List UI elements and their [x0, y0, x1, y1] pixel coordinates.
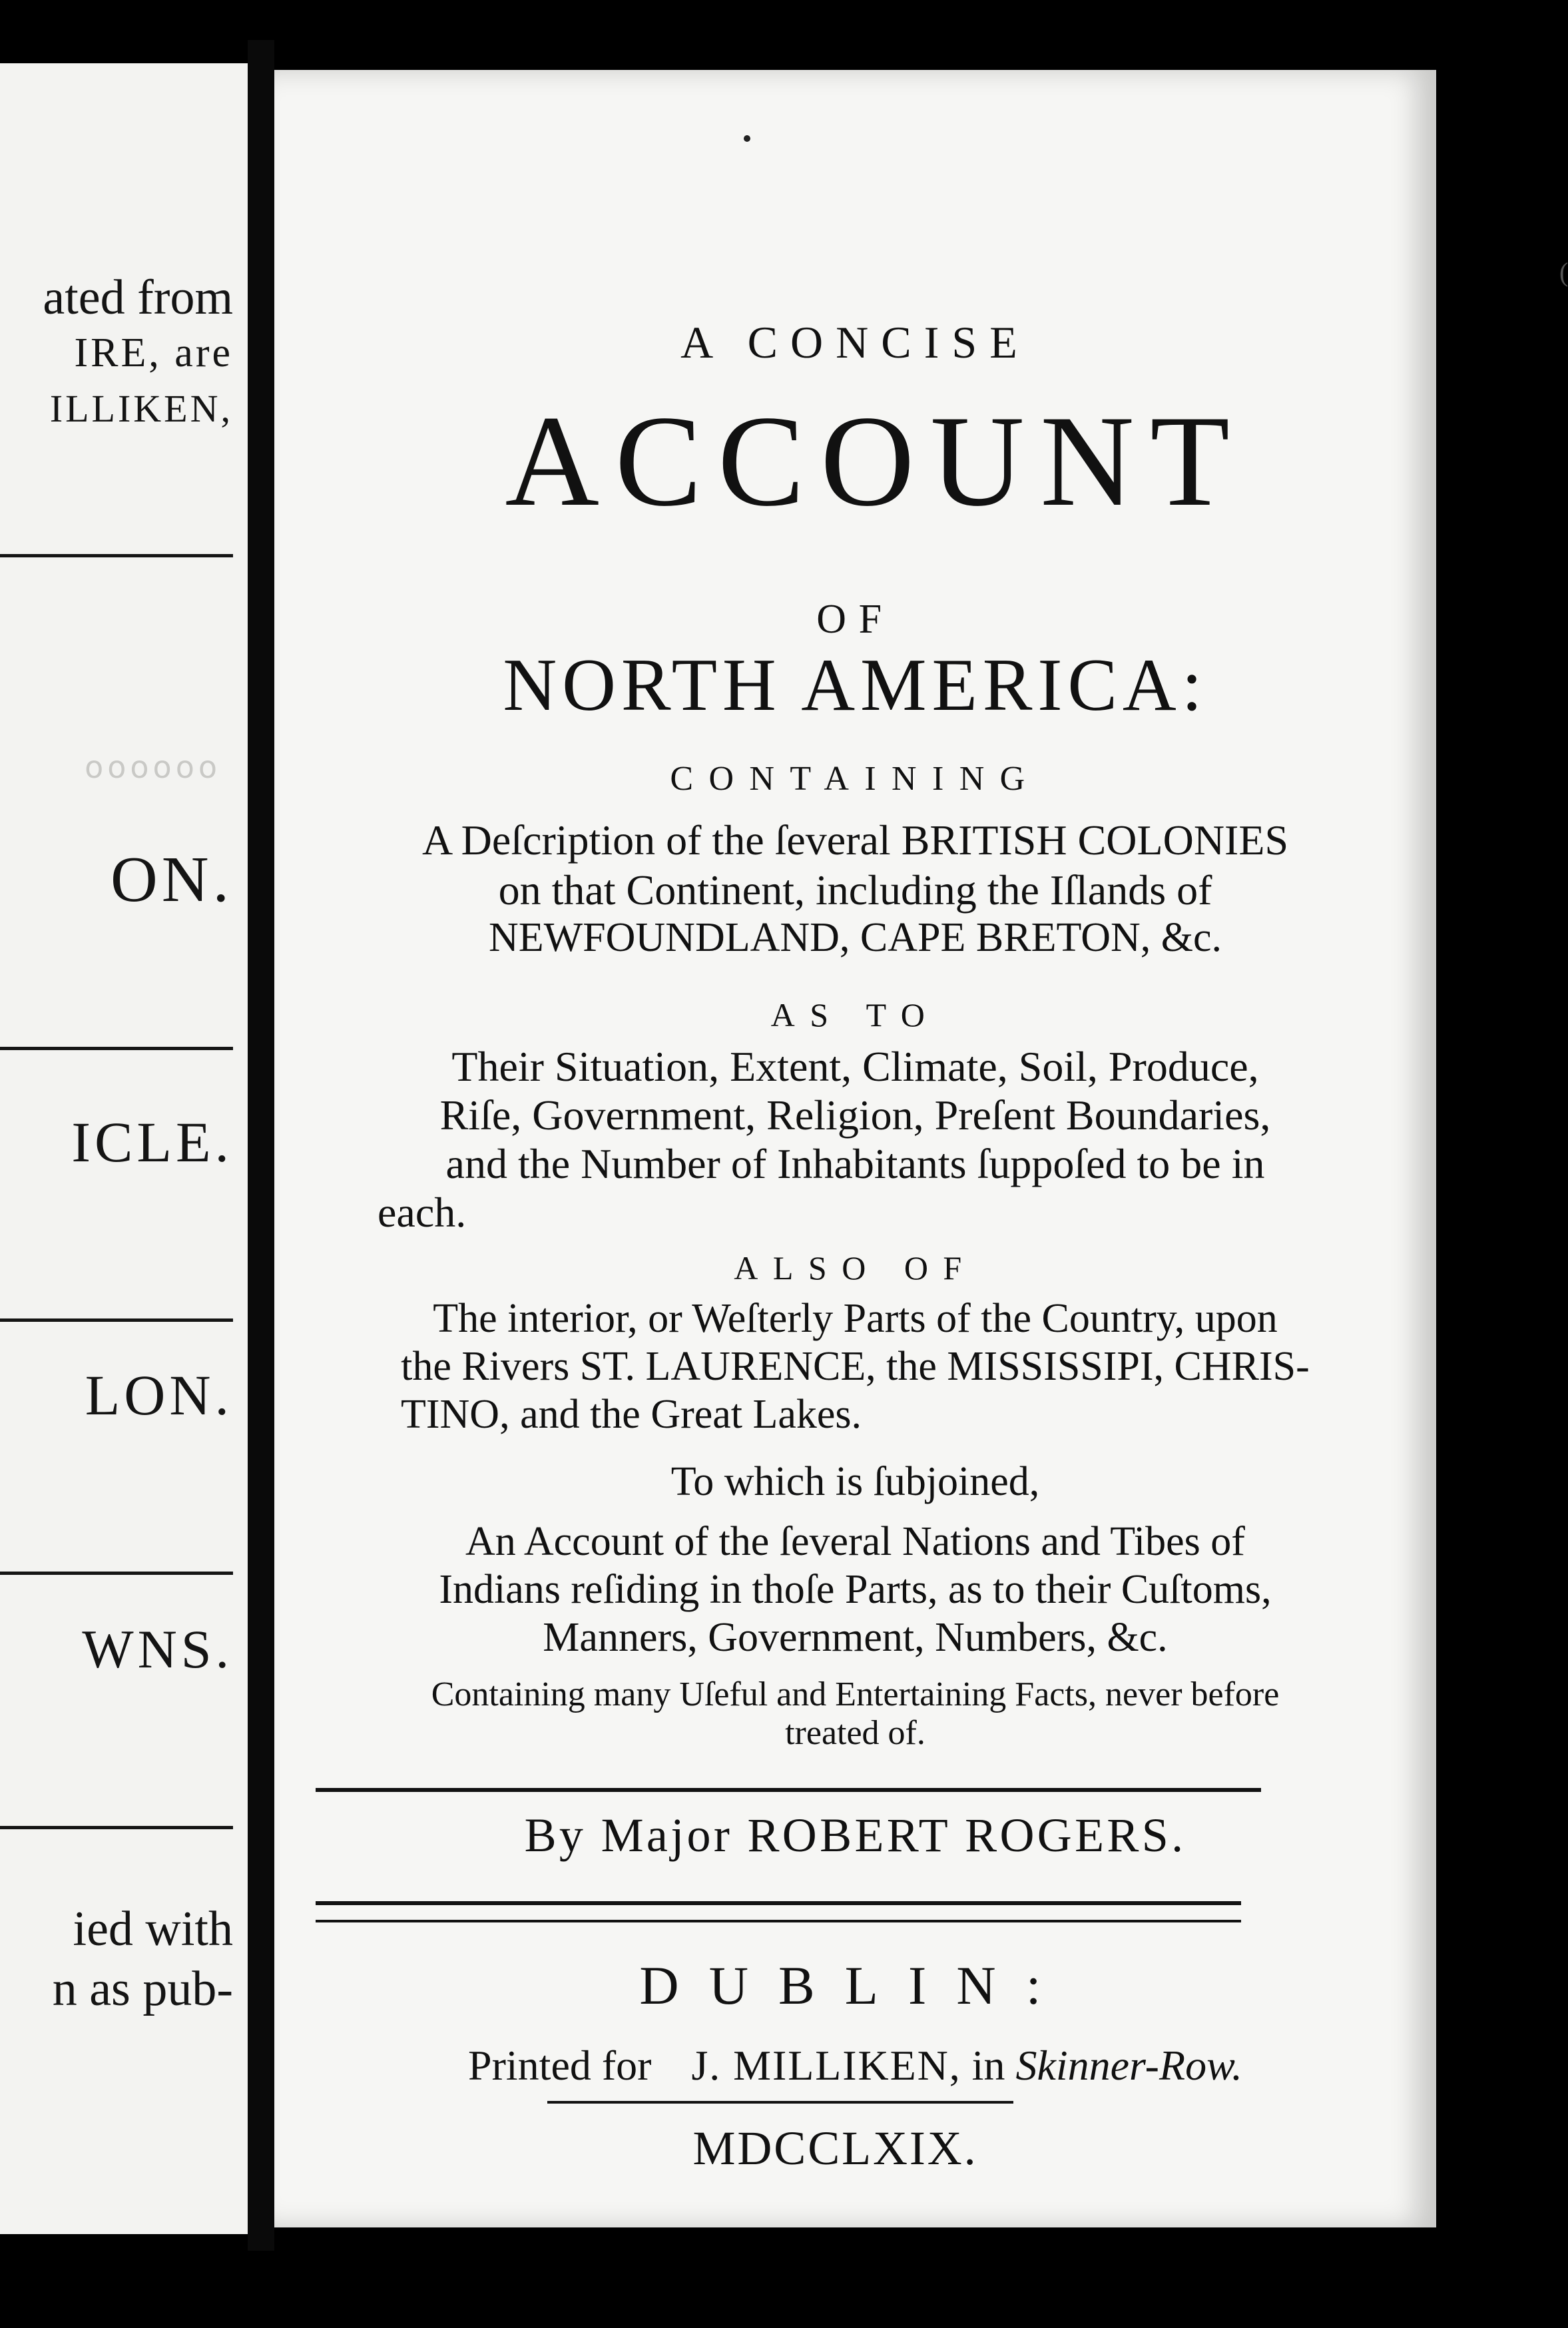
left-fragment-line: LON.	[85, 1363, 233, 1427]
title-page	[274, 70, 1568, 2227]
left-fragment-line: IRE, are	[74, 330, 233, 376]
title-concise: A CONCISE	[680, 317, 1030, 368]
left-rule	[0, 1318, 233, 1322]
subjoined-line: To which is ſubjoined,	[670, 1459, 1040, 1504]
rule-below-author	[316, 1901, 1241, 1905]
rule-above-author	[316, 1788, 1261, 1792]
useful-facts-line: treated of.	[785, 1714, 925, 1752]
also-of-heading: ALSO OF	[734, 1249, 977, 1287]
description-line: NEWFOUNDLAND, CAPE BRETON, &c.	[488, 915, 1222, 960]
author-line: By Major ROBERT ROGERS.	[524, 1809, 1186, 1862]
imprint-year: MDCCLXIX.	[692, 2122, 978, 2175]
book-gutter	[248, 40, 274, 2251]
printed-for-label: Printed for	[467, 2042, 652, 2089]
situation-line: Their Situation, Extent, Climate, Soil, Produce,	[451, 1043, 1259, 1090]
title-of: OF	[816, 597, 894, 642]
left-fragment-line: n as pub-	[52, 1962, 233, 2016]
rule-below-author	[316, 1920, 1241, 1922]
situation-line: each.	[378, 1189, 467, 1236]
left-fragment-line: ated from	[43, 270, 233, 325]
printer-name: J. MILLIKEN,	[691, 2042, 961, 2089]
left-rule	[0, 554, 233, 557]
city-line: DUBLIN:	[639, 1955, 1071, 2016]
interior-line: The interior, or Weſterly Parts of the Country, upon	[433, 1296, 1278, 1341]
left-fragment-line: ON.	[110, 844, 233, 916]
left-fragment-line: ICLE.	[71, 1110, 233, 1174]
situation-line: Riſe, Government, Religion, Preſent Boundaries,	[439, 1091, 1271, 1139]
margin-mark: (	[1559, 257, 1568, 287]
rule-under-printer	[547, 2101, 1013, 2104]
ornament-row: oooooo	[85, 749, 221, 785]
imprint-line	[274, 2041, 1436, 2090]
indians-line: An Account of the ſeveral Nations and Tibes of	[465, 1519, 1245, 1564]
as-to-heading: AS TO	[770, 996, 940, 1033]
left-fragment-line: ILLIKEN,	[49, 387, 233, 430]
printed-for-in: in	[971, 2042, 1005, 2089]
printer-place: Skinner-Row.	[1015, 2042, 1243, 2089]
indians-line: Indians reſiding in thoſe Parts, as to their Cuſtoms,	[439, 1567, 1272, 1612]
left-rule	[0, 1826, 233, 1829]
ink-speck	[744, 135, 750, 142]
title-north-america: NORTH AMERICA:	[503, 644, 1208, 727]
description-line: A Deſcription of the ſeveral BRITISH COLONIES	[421, 816, 1289, 864]
left-fragment-line: WNS.	[82, 1619, 233, 1679]
interior-line: TINO, and the Great Lakes.	[401, 1392, 862, 1437]
useful-facts-line: Containing many Uſeful and Entertaining Facts, never before	[431, 1675, 1280, 1713]
description-line: on that Continent, including the Iſlands of	[498, 866, 1212, 914]
previous-page-fragment	[0, 63, 252, 2234]
situation-line: and the Number of Inhabitants ſuppoſed to be in	[445, 1140, 1265, 1187]
left-rule	[0, 1572, 233, 1575]
title-containing: CONTAINING	[670, 760, 1041, 798]
indians-line: Manners, Government, Numbers, &c.	[543, 1615, 1168, 1660]
left-rule	[0, 1047, 233, 1050]
left-fragment-line: ied with	[73, 1902, 233, 1956]
title-account: ACCOUNT	[505, 389, 1246, 533]
interior-line: the Rivers ST. LAURENCE, the MISSISSIPI, CHRIS-	[401, 1344, 1310, 1389]
